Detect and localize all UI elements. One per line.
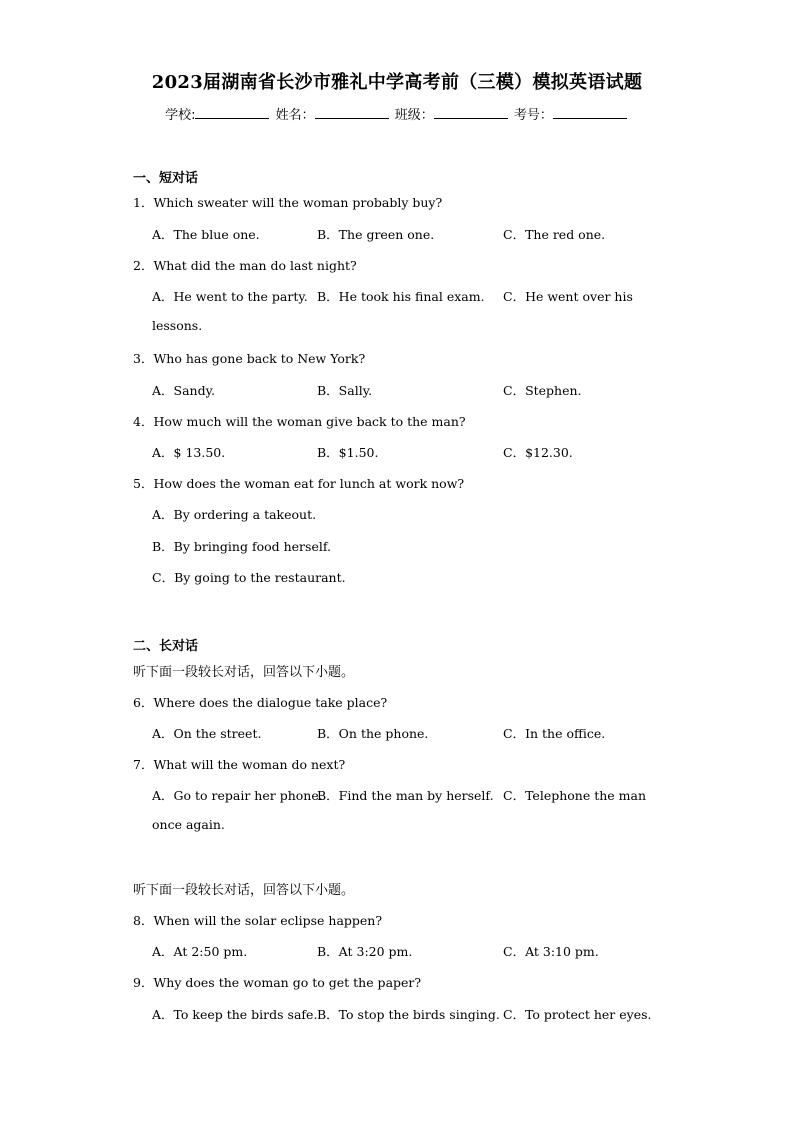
question-4-option-b[interactable]: B．$1.50. <box>317 445 379 460</box>
question-5-stem: 5．How does the woman eat for lunch at work now? <box>133 476 465 491</box>
question-5-option-b[interactable]: B．By bringing food herself. <box>152 539 331 554</box>
exam-number-label: 考号： <box>513 108 553 123</box>
question-5-option-c[interactable]: C．By going to the restaurant. <box>152 570 346 585</box>
question-1-stem: 1．Which sweater will the woman probably buy? <box>133 195 443 210</box>
question-6-stem: 6．Where does the dialogue take place? <box>133 695 388 710</box>
question-3-option-a[interactable]: A．Sandy. <box>152 383 215 398</box>
section-heading-long-dialogues: 二、长对话 <box>133 639 199 654</box>
school-label: 学校: <box>165 108 196 123</box>
question-5-option-a[interactable]: A．By ordering a takeout. <box>152 507 317 522</box>
question-2-option-b[interactable]: B．He took his final exam. <box>317 289 485 304</box>
question-3-option-b[interactable]: B．Sally. <box>317 383 373 398</box>
question-9-stem: 9．Why does the woman go to get the paper? <box>133 975 422 990</box>
student-info-line <box>0 104 794 123</box>
dialogue-1-instruction: 听下面一段较长对话，回答以下小题。 <box>133 665 355 680</box>
exam-title: 2023届湖南省长沙市雅礼中学高考前（三模）模拟英语试题 <box>151 72 643 93</box>
question-8-option-a[interactable]: A．At 2:50 pm. <box>152 944 248 959</box>
question-7-option-c[interactable]: C．Telephone the man <box>503 788 647 803</box>
school-blank[interactable] <box>195 106 269 119</box>
question-2-option-c[interactable]: C．He went over his <box>503 289 633 304</box>
dialogue-2-instruction: 听下面一段较长对话，回答以下小题。 <box>133 883 355 898</box>
question-1-option-b[interactable]: B．The green one. <box>317 227 435 242</box>
exam-number-blank[interactable] <box>553 106 627 119</box>
question-9-option-c[interactable]: C．To protect her eyes. <box>503 1007 652 1022</box>
question-9-option-b[interactable]: B．To stop the birds singing. <box>317 1007 500 1022</box>
question-3-stem: 3．Who has gone back to New York? <box>133 351 366 366</box>
section-heading-short-dialogues: 一、短对话 <box>133 171 199 186</box>
question-9-option-a[interactable]: A．To keep the birds safe. <box>152 1007 318 1022</box>
name-label: 姓名： <box>275 108 315 123</box>
question-4-option-c[interactable]: C．$12.30. <box>503 445 573 460</box>
question-2-stem: 2．What did the man do last night? <box>133 258 357 273</box>
question-1-option-c[interactable]: C．The red one. <box>503 227 606 242</box>
question-6-option-a[interactable]: A．On the street. <box>152 726 262 741</box>
question-8-option-b[interactable]: B．At 3:20 pm. <box>317 944 413 959</box>
question-8-stem: 8．When will the solar eclipse happen? <box>133 913 383 928</box>
question-4-stem: 4．How much will the woman give back to the man? <box>133 414 466 429</box>
question-1-option-a[interactable]: A．The blue one. <box>152 227 260 242</box>
question-4-option-a[interactable]: A．$ 13.50. <box>152 445 226 460</box>
question-8-option-c[interactable]: C．At 3:10 pm. <box>503 944 599 959</box>
question-6-option-c[interactable]: C．In the office. <box>503 726 606 741</box>
question-7-stem: 7．What will the woman do next? <box>133 757 346 772</box>
class-label: 班级： <box>394 108 434 123</box>
question-2-option-a[interactable]: A．He went to the party. <box>152 289 308 304</box>
question-7-option-a[interactable]: A．Go to repair her phone. <box>152 788 323 803</box>
question-7-option-c-continued: once again. <box>152 817 225 832</box>
question-2-option-c-continued: lessons. <box>152 318 203 333</box>
question-7-option-b[interactable]: B．Find the man by herself. <box>317 788 494 803</box>
name-blank[interactable] <box>315 106 389 119</box>
question-3-option-c[interactable]: C．Stephen. <box>503 383 582 398</box>
class-blank[interactable] <box>434 106 508 119</box>
question-6-option-b[interactable]: B．On the phone. <box>317 726 429 741</box>
